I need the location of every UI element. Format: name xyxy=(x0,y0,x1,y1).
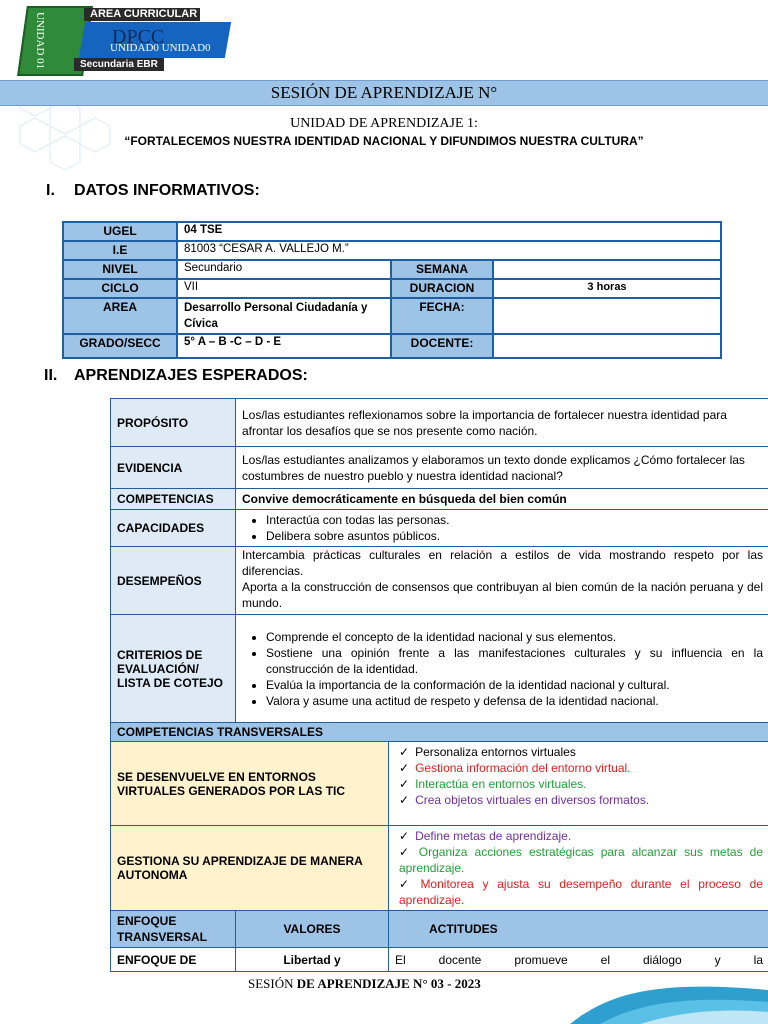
autonoma-item: ✓ Monitorea y ajusta su desempeño durante el proceso de aprendizaje. xyxy=(399,876,763,908)
actitudes-header: ACTITUDES xyxy=(389,911,768,948)
tic-item: ✓ Crea objetos virtuales en diversos formatos. xyxy=(399,792,763,808)
nivel-value: Secundario xyxy=(177,260,391,279)
section-1-number: I. xyxy=(46,182,55,199)
duracion-label: DURACION xyxy=(391,279,493,298)
competencias-value: Convive democráticamente en búsqueda del bien común xyxy=(236,489,768,510)
desempeno-item: Aporta a la construcción de consensos que contribuyan al bien común de la nación peruana y del mundo. xyxy=(242,580,763,610)
section-2-number: II. xyxy=(44,367,58,384)
evidencia-label: EVIDENCIA xyxy=(111,447,236,489)
criterios-list xyxy=(236,615,768,723)
capacidades-label: CAPACIDADES xyxy=(111,510,236,547)
area-code: DPCC xyxy=(112,26,165,48)
semana-label: SEMANA xyxy=(391,260,493,279)
datos-table xyxy=(62,221,722,359)
enfoque-header: ENFOQUE TRANSVERSAL xyxy=(111,911,236,948)
evidencia-value: Los/las estudiantes analizamos y elaboramos un texto donde explicamos ¿Cómo fortalecer las costumbres de nuestro pueblo y nuestra identidad nacional? xyxy=(236,447,768,489)
ie-label: I.E xyxy=(63,241,177,260)
session-title: SESIÓN DE APRENDIZAJE N° xyxy=(0,80,768,106)
docente-label: DOCENTE: xyxy=(391,334,493,358)
area-label: AREA xyxy=(63,298,177,334)
unit-subtitle: “FORTALECEMOS NUESTRA IDENTIDAD NACIONAL Y DIFUNDIMOS NUESTRA CULTURA” xyxy=(124,134,644,148)
ugel-label: UGEL xyxy=(63,222,177,241)
autonoma-list xyxy=(389,826,768,911)
duracion-value: 3 horas xyxy=(493,279,721,298)
section-2-heading: APRENDIZAJES ESPERADOS: xyxy=(74,367,308,384)
tic-list xyxy=(389,742,768,826)
valores-header: VALORES xyxy=(236,911,389,948)
unit-title: UNIDAD DE APRENDIZAJE 1: xyxy=(290,116,478,131)
proposito-label: PROPÓSITO xyxy=(111,399,236,447)
fecha-value xyxy=(493,298,721,334)
area-subtext: UNIDAD0 UNIDAD0 xyxy=(110,42,211,54)
ciclo-value: VII xyxy=(177,279,391,298)
tic-item: ✓ Interactúa en entornos virtuales. xyxy=(399,776,763,792)
tic-item: ✓ Personaliza entornos virtuales xyxy=(399,744,763,760)
proposito-value: Los/las estudiantes reflexionamos sobre la importancia de fortalecer nuestra identidad para afrontar los desafíos que se nos presente como nación. xyxy=(236,399,768,447)
tic-item: ✓ Gestiona información del entorno virtual. xyxy=(399,760,763,776)
capacidad-item: • Delibera sobre asuntos públicos. xyxy=(266,528,763,544)
criterios-label: CRITERIOS DE EVALUACIÓN/ LISTA DE COTEJO xyxy=(111,615,236,723)
area-curricular-label: AREA CURRICULAR xyxy=(84,8,200,21)
area-value: Desarrollo Personal Ciudadanía y Cívica xyxy=(177,298,391,334)
competencias-label: COMPETENCIAS xyxy=(111,489,236,510)
capacidad-item: • Interactúa con todas las personas. xyxy=(266,512,763,528)
tic-competencia: SE DESENVUELVE EN ENTORNOS VIRTUALES GENERADOS POR LAS TIC xyxy=(111,742,389,826)
fecha-label: FECHA: xyxy=(391,298,493,334)
criterio-item: • Evalúa la importancia de la conformación de la identidad nacional y cultural. xyxy=(266,677,763,693)
footer-bold: DE APRENDIZAJE N° 03 - 2023 xyxy=(296,976,481,991)
grado-value: 5° A – B -C – D - E xyxy=(177,334,391,358)
criterio-item: • Sostiene una opinión frente a las manifestaciones culturales y su influencia en la construcción de la identidad. xyxy=(266,645,763,677)
aprendizajes-table xyxy=(110,398,768,972)
desempeno-item: Intercambia prácticas culturales en relación a estilos de vida mostrando respeto por las diferencias. xyxy=(242,548,763,578)
actitud-cell: El docente promueve el diálogo y la xyxy=(389,948,768,972)
desempenos-value xyxy=(236,547,768,615)
capacidades-list xyxy=(236,510,768,547)
autonoma-item: ✓ Define metas de aprendizaje. xyxy=(399,828,763,844)
grado-label: GRADO/SECC xyxy=(63,334,177,358)
semana-value xyxy=(493,260,721,279)
transversales-header: COMPETENCIAS TRANSVERSALES xyxy=(111,723,768,742)
footer-prefix: SESIÓN xyxy=(248,976,297,991)
nivel-label: NIVEL xyxy=(63,260,177,279)
autonoma-item: ✓ Organiza acciones estratégicas para alcanzar sus metas de aprendizaje. xyxy=(399,844,763,876)
valor-cell: Libertad y xyxy=(236,948,389,972)
autonoma-competencia: GESTIONA SU APRENDIZAJE DE MANERA AUTONOMA xyxy=(111,826,389,911)
criterio-item: • Comprende el concepto de la identidad nacional y sus elementos. xyxy=(266,629,763,645)
ciclo-label: CICLO xyxy=(63,279,177,298)
criterio-item: • Valora y asume una actitud de respeto y defensa de la identidad nacional. xyxy=(266,693,763,709)
level-label: Secundaria EBR xyxy=(74,58,164,71)
desempenos-label: DESEMPEÑOS xyxy=(111,547,236,615)
enfoque-cell: ENFOQUE DE xyxy=(111,948,236,972)
ie-value: 81003 “CESAR A. VALLEJO M.” xyxy=(177,241,721,260)
wave-decoration xyxy=(570,972,768,1024)
docente-value xyxy=(493,334,721,358)
section-1-heading: DATOS INFORMATIVOS: xyxy=(74,182,260,199)
ugel-value: 04 TSE xyxy=(177,222,721,241)
footer-session-label xyxy=(248,976,481,992)
unit-badge-label: UNIDAD 01 xyxy=(34,12,47,70)
